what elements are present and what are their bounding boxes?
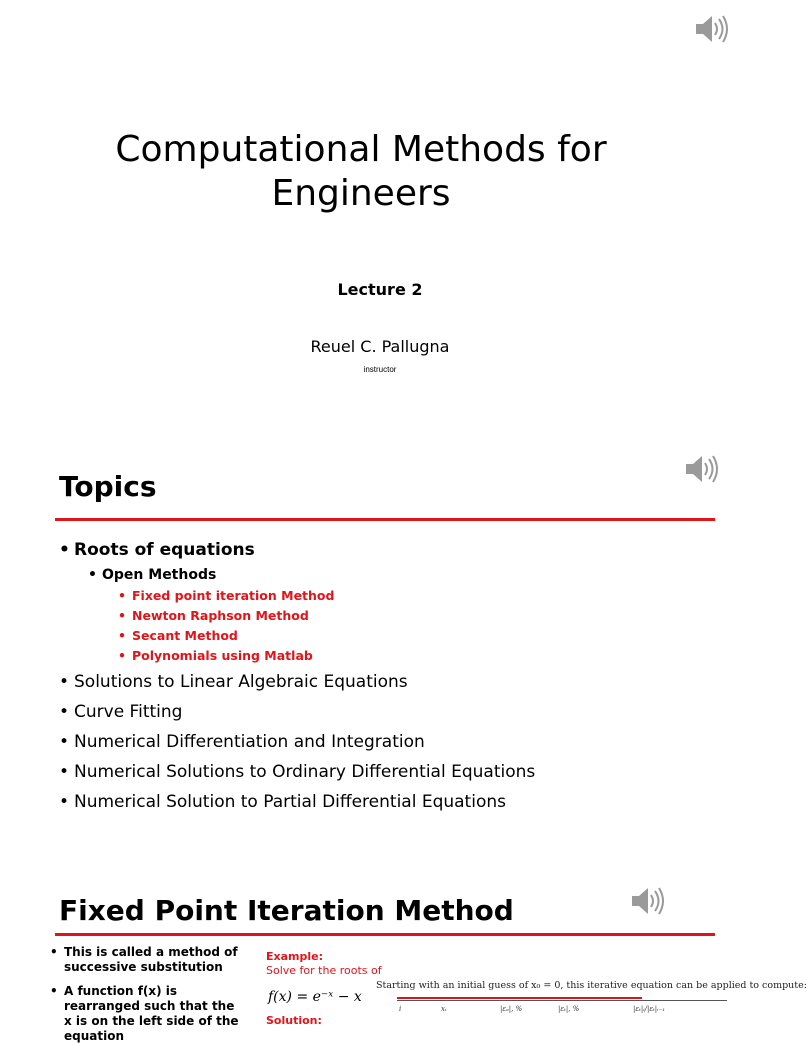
table-rule xyxy=(397,1000,727,1001)
presentation-title: Computational Methods for Engineers xyxy=(115,129,607,214)
method-item: • Newton Raphson Method xyxy=(118,608,309,623)
topic-roots: • Roots of equations xyxy=(59,540,255,560)
method-item: • Fixed point iteration Method xyxy=(118,588,335,603)
heading-underline xyxy=(55,933,715,936)
table-header: |εₜ|ᵢ/|εₜ|ᵢ₋₁ xyxy=(633,1005,666,1013)
author-role: instructor xyxy=(363,365,397,374)
fixed-point-slide xyxy=(0,864,807,1043)
slide-heading: Fixed Point Iteration Method xyxy=(59,894,514,927)
topic-item: • Curve Fitting xyxy=(59,702,183,722)
starting-text: Starting with an initial guess of x₀ = 0, this iterative equation can be applied to compute: xyxy=(376,980,807,991)
topic-item: • Numerical Differentiation and Integration xyxy=(59,732,425,752)
speaker-audio-icon[interactable] xyxy=(628,884,664,918)
bullet-item: • This is called a method of successive substitution xyxy=(50,945,238,974)
example-text: Solve for the roots of xyxy=(266,964,382,977)
table-header: |εₐ|, % xyxy=(500,1005,523,1013)
topic-item: • Solutions to Linear Algebraic Equations xyxy=(59,672,408,692)
method-item: • Secant Method xyxy=(118,628,238,643)
solution-label: Solution: xyxy=(266,1014,322,1027)
topics-slide xyxy=(0,432,768,864)
topic-item: • Numerical Solution to Partial Differential Equations xyxy=(59,792,506,812)
subtopic-open-methods: • Open Methods xyxy=(88,567,217,583)
author-name: Reuel C. Pallugna xyxy=(310,337,450,356)
table-header: |εₜ|, % xyxy=(558,1005,580,1013)
slide-heading: Topics xyxy=(59,470,157,503)
speaker-audio-icon[interactable] xyxy=(692,12,728,46)
example-label: Example: xyxy=(266,950,323,963)
red-underline xyxy=(397,997,642,999)
table-header: xᵢ xyxy=(441,1005,447,1013)
speaker-audio-icon[interactable] xyxy=(682,452,718,486)
method-item: • Polynomials using Matlab xyxy=(118,648,313,663)
table-header: i xyxy=(399,1005,402,1013)
equation: f(x) = e⁻ˣ − x xyxy=(268,989,362,1005)
title-slide xyxy=(0,0,768,432)
heading-underline xyxy=(55,518,715,521)
lecture-label: Lecture 2 xyxy=(337,280,423,299)
topic-item: • Numerical Solutions to Ordinary Differential Equations xyxy=(59,762,536,782)
bullet-item: • A function f(x) is rearranged such that the x is on the left side of the equation xyxy=(50,984,239,1043)
